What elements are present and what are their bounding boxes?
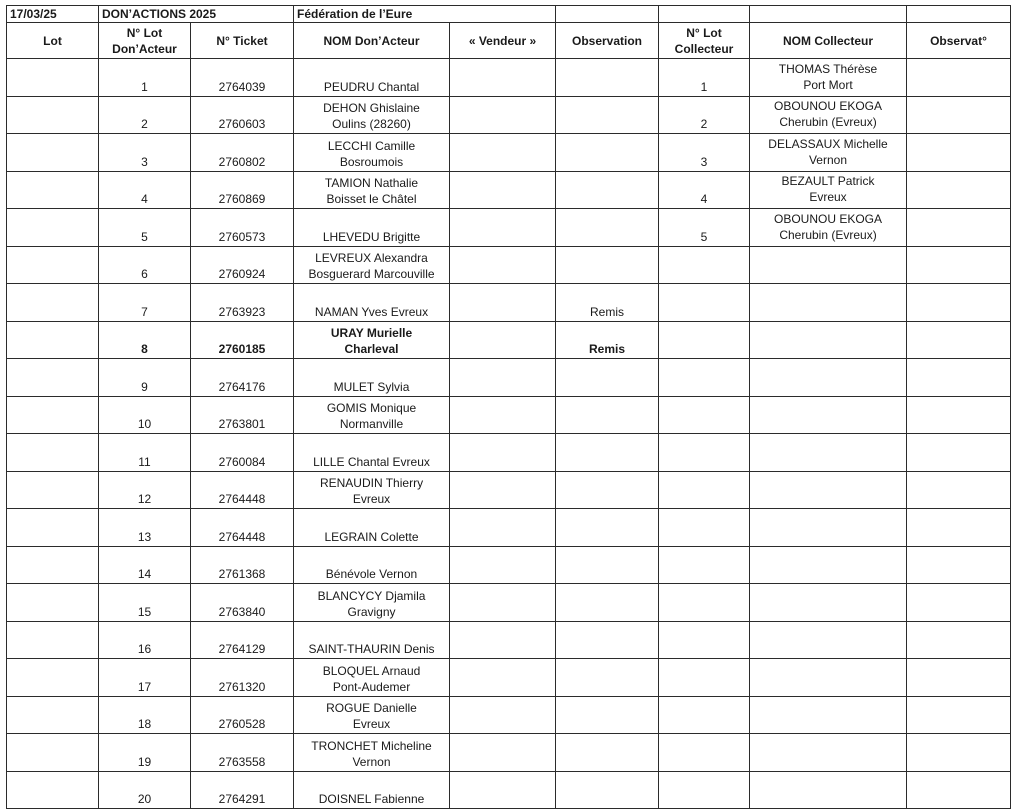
- vendeur-cell: [450, 509, 556, 547]
- lot-cell: [7, 509, 99, 547]
- header-observation: Observation: [556, 23, 659, 59]
- lot-cell: [7, 171, 99, 209]
- lot-donacteur-cell-text: 9: [141, 379, 148, 394]
- lot-collecteur-cell: [659, 771, 750, 809]
- nom-collecteur-cell: [750, 621, 907, 659]
- ticket-cell: [191, 59, 294, 97]
- nom-donacteur-cell: [294, 734, 450, 772]
- lot-donacteur-cell: [99, 471, 191, 509]
- lot-collecteur-cell-text: 2: [700, 117, 708, 131]
- observation-cell: [556, 509, 659, 547]
- ticket-cell: [191, 771, 294, 809]
- observation-cell-text: Remis: [589, 304, 624, 319]
- lot-collecteur-cell: [659, 546, 750, 584]
- lot-collecteur-cell: [659, 246, 750, 284]
- lot-collecteur-cell: [659, 359, 750, 397]
- lot-collecteur-cell: [659, 134, 750, 172]
- table-row: [7, 659, 1011, 697]
- table-row: [7, 171, 1011, 209]
- nom-donacteur-cell-text: TAMION Nathalie Boisset le Châtel: [324, 176, 419, 206]
- vendeur-cell: [450, 59, 556, 97]
- vendeur-cell: [450, 209, 556, 247]
- header-ticket: N° Ticket: [191, 23, 294, 59]
- nom-donacteur-cell-text: LECCHI Camille Bosroumois: [327, 138, 416, 169]
- header-observat: Observat°: [907, 23, 1011, 59]
- nom-collecteur-cell: [750, 396, 907, 434]
- lot-collecteur-cell: [659, 59, 750, 97]
- nom-collecteur-cell: [750, 509, 907, 547]
- nom-donacteur-cell: [294, 321, 450, 359]
- nom-donacteur-cell: [294, 696, 450, 734]
- table-row: [7, 584, 1011, 622]
- lot-donacteur-cell: [99, 246, 191, 284]
- lot-collecteur-cell: [659, 209, 750, 247]
- nom-collecteur-cell: [750, 471, 907, 509]
- ticket-cell-text: 2763558: [218, 754, 266, 769]
- observat-cell: [907, 621, 1011, 659]
- ticket-cell-text: 2764291: [218, 792, 266, 806]
- vendeur-cell: [450, 771, 556, 809]
- vendeur-cell: [450, 96, 556, 134]
- lot-collecteur-cell: [659, 584, 750, 622]
- nom-donacteur-cell: [294, 396, 450, 434]
- ticket-cell: [191, 209, 294, 247]
- lot-donacteur-cell-text: 1: [141, 79, 148, 94]
- nom-donacteur-cell: [294, 284, 450, 322]
- nom-donacteur-cell: [294, 246, 450, 284]
- nom-donacteur-cell: [294, 359, 450, 397]
- lot-donacteur-cell-text: 7: [141, 304, 148, 319]
- nom-collecteur-cell: [750, 771, 907, 809]
- ticket-cell-text: 2763801: [218, 417, 266, 431]
- observation-cell: [556, 546, 659, 584]
- lot-cell: [7, 696, 99, 734]
- nom-donacteur-cell: [294, 771, 450, 809]
- lot-donacteur-cell: [99, 96, 191, 134]
- lot-cell: [7, 59, 99, 97]
- title-cell: DON’ACTIONS 2025: [99, 6, 294, 23]
- ticket-cell-text: 2761320: [218, 679, 266, 694]
- observat-cell: [907, 396, 1011, 434]
- vendeur-cell: [450, 321, 556, 359]
- nom-donacteur-cell-text: LEVREUX Alexandra Bosguerard Marcouville: [308, 251, 435, 281]
- ticket-cell: [191, 434, 294, 472]
- observat-cell: [907, 659, 1011, 697]
- vendeur-cell: [450, 284, 556, 322]
- lot-collecteur-cell: [659, 471, 750, 509]
- vendeur-cell: [450, 696, 556, 734]
- observat-cell: [907, 434, 1011, 472]
- lot-donacteur-cell: [99, 696, 191, 734]
- lot-donacteur-cell: [99, 59, 191, 97]
- ticket-cell: [191, 96, 294, 134]
- federation-cell: Fédération de l’Eure: [294, 6, 556, 23]
- nom-donacteur-cell: [294, 509, 450, 547]
- observat-cell: [907, 509, 1011, 547]
- lot-donacteur-cell: [99, 396, 191, 434]
- lot-collecteur-cell: [659, 734, 750, 772]
- nom-collecteur-cell-text: BEZAULT Patrick Evreux: [781, 174, 875, 205]
- observation-cell: [556, 359, 659, 397]
- ticket-cell-text: 2760185: [218, 342, 266, 356]
- observation-cell: [556, 771, 659, 809]
- table-row: [7, 359, 1011, 397]
- lot-donacteur-cell: [99, 771, 191, 809]
- lot-collecteur-cell: [659, 434, 750, 472]
- empty-cell: [907, 6, 1011, 23]
- lot-cell: [7, 359, 99, 397]
- nom-collecteur-cell: [750, 59, 907, 97]
- ticket-cell-text: 2763923: [218, 304, 266, 319]
- table-row: [7, 396, 1011, 434]
- ticket-cell: [191, 396, 294, 434]
- observation-cell: [556, 621, 659, 659]
- title-row: [7, 6, 1011, 23]
- table-row: [7, 696, 1011, 734]
- table-row: [7, 734, 1011, 772]
- nom-collecteur-cell-text: THOMAS Thérèse Port Mort: [778, 61, 878, 92]
- ticket-cell: [191, 246, 294, 284]
- lot-donacteur-cell: [99, 359, 191, 397]
- lot-donacteur-cell-text: 14: [137, 567, 152, 581]
- vendeur-cell: [450, 396, 556, 434]
- observation-cell: [556, 584, 659, 622]
- nom-donacteur-cell-text: RENAUDIN Thierry Evreux: [319, 476, 424, 506]
- table-row: [7, 209, 1011, 247]
- lot-collecteur-cell: [659, 96, 750, 134]
- header-lot: Lot: [7, 23, 99, 59]
- lot-cell: [7, 546, 99, 584]
- table-row: [7, 246, 1011, 284]
- observat-cell: [907, 546, 1011, 584]
- nom-donacteur-cell-text: DOISNEL Fabienne: [318, 792, 425, 806]
- nom-collecteur-cell: [750, 659, 907, 697]
- lot-donacteur-cell-text: 3: [141, 154, 148, 169]
- ticket-cell-text: 2764448: [218, 529, 266, 544]
- nom-donacteur-cell-text: MULET Sylvia: [333, 379, 410, 394]
- observation-cell: [556, 209, 659, 247]
- nom-collecteur-cell-text: DELASSAUX Michelle Vernon: [768, 136, 888, 167]
- ticket-cell-text: 2763840: [218, 604, 266, 619]
- nom-collecteur-cell: [750, 171, 907, 209]
- nom-collecteur-cell: [750, 284, 907, 322]
- lot-donacteur-cell-text: 8: [141, 342, 148, 356]
- vendeur-cell: [450, 246, 556, 284]
- ticket-cell: [191, 734, 294, 772]
- nom-donacteur-cell: [294, 659, 450, 697]
- observat-cell: [907, 171, 1011, 209]
- observation-cell: [556, 471, 659, 509]
- vendeur-cell: [450, 659, 556, 697]
- nom-donacteur-cell-text: BLOQUEL Arnaud Pont-Audemer: [322, 663, 421, 694]
- nom-donacteur-cell: [294, 134, 450, 172]
- table-row: [7, 96, 1011, 134]
- table-row: [7, 509, 1011, 547]
- nom-collecteur-cell: [750, 96, 907, 134]
- observation-cell: [556, 696, 659, 734]
- lot-donacteur-cell-text: 2: [141, 117, 148, 131]
- nom-collecteur-cell: [750, 546, 907, 584]
- ticket-cell: [191, 584, 294, 622]
- lot-cell: [7, 96, 99, 134]
- observation-cell: [556, 171, 659, 209]
- table-row: [7, 321, 1011, 359]
- ticket-cell: [191, 696, 294, 734]
- ticket-cell: [191, 321, 294, 359]
- observation-cell: [556, 134, 659, 172]
- ticket-cell-text: 2764176: [218, 379, 266, 394]
- lot-donacteur-cell: [99, 734, 191, 772]
- observat-cell: [907, 134, 1011, 172]
- vendeur-cell: [450, 171, 556, 209]
- ticket-cell: [191, 171, 294, 209]
- vendeur-cell: [450, 434, 556, 472]
- observat-cell: [907, 771, 1011, 809]
- nom-collecteur-cell-text: OBOUNOU EKOGA Cherubin (Evreux): [773, 99, 883, 130]
- lot-collecteur-cell: [659, 171, 750, 209]
- nom-donacteur-cell-text: LEGRAIN Colette: [324, 529, 419, 544]
- empty-cell: [750, 6, 907, 23]
- lot-donacteur-cell-text: 15: [137, 604, 152, 619]
- lot-cell: [7, 434, 99, 472]
- lot-donacteur-cell: [99, 434, 191, 472]
- lot-donacteur-cell-text: 6: [141, 267, 148, 281]
- lot-donacteur-cell-text: 16: [137, 642, 152, 656]
- ticket-cell-text: 2764448: [218, 492, 266, 506]
- lot-donacteur-cell-text: 20: [137, 792, 152, 806]
- lot-collecteur-cell-text: 3: [700, 154, 708, 169]
- vendeur-cell: [450, 546, 556, 584]
- nom-collecteur-cell: [750, 584, 907, 622]
- observat-cell: [907, 584, 1011, 622]
- nom-donacteur-cell-text: NAMAN Yves Evreux: [314, 304, 429, 319]
- vendeur-cell: [450, 471, 556, 509]
- nom-donacteur-cell-text: GOMIS Monique Normanville: [326, 401, 417, 431]
- nom-donacteur-cell-text: BLANCYCY Djamila Gravigny: [317, 588, 426, 619]
- observat-cell: [907, 284, 1011, 322]
- lot-donacteur-cell-text: 12: [137, 492, 152, 506]
- empty-cell: [556, 6, 659, 23]
- nom-collecteur-cell: [750, 246, 907, 284]
- observation-cell: [556, 434, 659, 472]
- lot-donacteur-cell: [99, 546, 191, 584]
- nom-donacteur-cell: [294, 471, 450, 509]
- table-row: [7, 621, 1011, 659]
- table-row: [7, 284, 1011, 322]
- ticket-cell-text: 2760573: [218, 229, 266, 244]
- vendeur-cell: [450, 584, 556, 622]
- observat-cell: [907, 321, 1011, 359]
- observat-cell: [907, 59, 1011, 97]
- observation-cell: [556, 96, 659, 134]
- ticket-cell-text: 2760084: [218, 454, 266, 469]
- nom-donacteur-cell-text: DEHON Ghislaine Oulins (28260): [323, 101, 420, 131]
- lot-donacteur-cell-text: 17: [137, 679, 152, 694]
- nom-donacteur-cell: [294, 584, 450, 622]
- lot-donacteur-cell-text: 18: [137, 717, 152, 731]
- nom-donacteur-cell-text: URAY Murielle Charleval: [330, 326, 413, 356]
- table-row: [7, 434, 1011, 472]
- nom-donacteur-cell: [294, 434, 450, 472]
- lot-collecteur-cell: [659, 321, 750, 359]
- nom-collecteur-cell: [750, 434, 907, 472]
- lot-cell: [7, 771, 99, 809]
- lot-cell: [7, 471, 99, 509]
- ticket-cell: [191, 509, 294, 547]
- lot-donacteur-cell: [99, 134, 191, 172]
- table-row: [7, 471, 1011, 509]
- nom-collecteur-cell: [750, 134, 907, 172]
- lot-donacteur-cell: [99, 584, 191, 622]
- lot-donacteur-cell-text: 4: [141, 192, 148, 206]
- nom-collecteur-cell: [750, 696, 907, 734]
- ticket-cell-text: 2760603: [218, 117, 266, 131]
- lot-cell: [7, 396, 99, 434]
- lot-donacteur-cell: [99, 284, 191, 322]
- ticket-cell: [191, 621, 294, 659]
- nom-collecteur-cell: [750, 209, 907, 247]
- lot-donacteur-cell-text: 11: [138, 454, 151, 469]
- header-nom-collecteur: NOM Collecteur: [750, 23, 907, 59]
- header-row: [7, 23, 1011, 59]
- observation-cell: [556, 659, 659, 697]
- nom-donacteur-cell-text: LILLE Chantal Evreux: [313, 454, 430, 469]
- donactions-sheet: [6, 5, 1011, 809]
- ticket-cell-text: 2760924: [218, 267, 266, 281]
- observation-cell: [556, 284, 659, 322]
- nom-donacteur-cell: [294, 621, 450, 659]
- header-vendeur: « Vendeur »: [450, 23, 556, 59]
- ticket-cell-text: 2760802: [218, 154, 266, 169]
- lot-collecteur-cell-text: 1: [700, 79, 708, 94]
- nom-donacteur-cell: [294, 96, 450, 134]
- nom-collecteur-cell: [750, 321, 907, 359]
- lot-collecteur-cell: [659, 659, 750, 697]
- observat-cell: [907, 96, 1011, 134]
- lot-collecteur-cell-text: 5: [700, 229, 708, 244]
- donactions-table: [6, 5, 1011, 809]
- lot-donacteur-cell: [99, 321, 191, 359]
- nom-donacteur-cell: [294, 59, 450, 97]
- nom-collecteur-cell: [750, 359, 907, 397]
- table-row: [7, 59, 1011, 97]
- lot-donacteur-cell-text: 13: [137, 529, 152, 544]
- nom-donacteur-cell-text: LHEVEDU Brigitte: [322, 229, 421, 244]
- observat-cell: [907, 696, 1011, 734]
- nom-donacteur-cell: [294, 209, 450, 247]
- vendeur-cell: [450, 134, 556, 172]
- nom-donacteur-cell: [294, 171, 450, 209]
- nom-collecteur-cell: [750, 734, 907, 772]
- table-row: [7, 134, 1011, 172]
- observation-cell: [556, 321, 659, 359]
- lot-donacteur-cell-text: 5: [141, 229, 148, 244]
- nom-donacteur-cell-text: TRONCHET Micheline Vernon: [311, 738, 432, 769]
- lot-cell: [7, 621, 99, 659]
- vendeur-cell: [450, 621, 556, 659]
- nom-donacteur-cell-text: Bénévole Vernon: [325, 567, 418, 581]
- observat-cell: [907, 209, 1011, 247]
- lot-cell: [7, 284, 99, 322]
- observat-cell: [907, 246, 1011, 284]
- header-lot-collecteur: N° Lot Collecteur: [659, 23, 750, 59]
- header-nom-donacteur: NOM Don’Acteur: [294, 23, 450, 59]
- nom-donacteur-cell-text: SAINT-THAURIN Denis: [308, 642, 435, 656]
- ticket-cell-text: 2761368: [218, 567, 266, 581]
- nom-collecteur-cell-text: OBOUNOU EKOGA Cherubin (Evreux): [773, 211, 883, 242]
- ticket-cell-text: 2760869: [218, 192, 266, 206]
- ticket-cell-text: 2760528: [218, 717, 266, 731]
- nom-donacteur-cell-text: PEUDRU Chantal: [323, 79, 420, 94]
- lot-cell: [7, 584, 99, 622]
- ticket-cell: [191, 284, 294, 322]
- lot-collecteur-cell-text: 4: [700, 192, 708, 206]
- lot-collecteur-cell: [659, 509, 750, 547]
- observation-cell-text: Remis: [588, 342, 626, 356]
- lot-cell: [7, 246, 99, 284]
- ticket-cell: [191, 546, 294, 584]
- table-row: [7, 546, 1011, 584]
- ticket-cell: [191, 134, 294, 172]
- observat-cell: [907, 471, 1011, 509]
- ticket-cell-text: 2764129: [218, 642, 266, 656]
- lot-donacteur-cell-text: 19: [137, 754, 152, 769]
- header-lot-donacteur: N° Lot Don’Acteur: [99, 23, 191, 59]
- lot-cell: [7, 321, 99, 359]
- ticket-cell: [191, 359, 294, 397]
- observat-cell: [907, 734, 1011, 772]
- lot-collecteur-cell: [659, 621, 750, 659]
- vendeur-cell: [450, 359, 556, 397]
- lot-donacteur-cell-text: 10: [137, 417, 152, 431]
- observation-cell: [556, 396, 659, 434]
- lot-cell: [7, 659, 99, 697]
- lot-collecteur-cell: [659, 284, 750, 322]
- lot-collecteur-cell: [659, 396, 750, 434]
- lot-cell: [7, 134, 99, 172]
- nom-donacteur-cell: [294, 546, 450, 584]
- ticket-cell-text: 2764039: [218, 79, 266, 94]
- lot-donacteur-cell: [99, 209, 191, 247]
- empty-cell: [659, 6, 750, 23]
- nom-donacteur-cell-text: ROGUE Danielle Evreux: [326, 701, 417, 731]
- lot-collecteur-cell: [659, 696, 750, 734]
- lot-cell: [7, 209, 99, 247]
- lot-donacteur-cell: [99, 659, 191, 697]
- ticket-cell: [191, 471, 294, 509]
- lot-donacteur-cell: [99, 171, 191, 209]
- observation-cell: [556, 59, 659, 97]
- observation-cell: [556, 246, 659, 284]
- ticket-cell: [191, 659, 294, 697]
- lot-cell: [7, 734, 99, 772]
- table-row: [7, 771, 1011, 809]
- date-cell: 17/03/25: [7, 6, 99, 23]
- lot-donacteur-cell: [99, 509, 191, 547]
- observat-cell: [907, 359, 1011, 397]
- lot-donacteur-cell: [99, 621, 191, 659]
- vendeur-cell: [450, 734, 556, 772]
- observation-cell: [556, 734, 659, 772]
